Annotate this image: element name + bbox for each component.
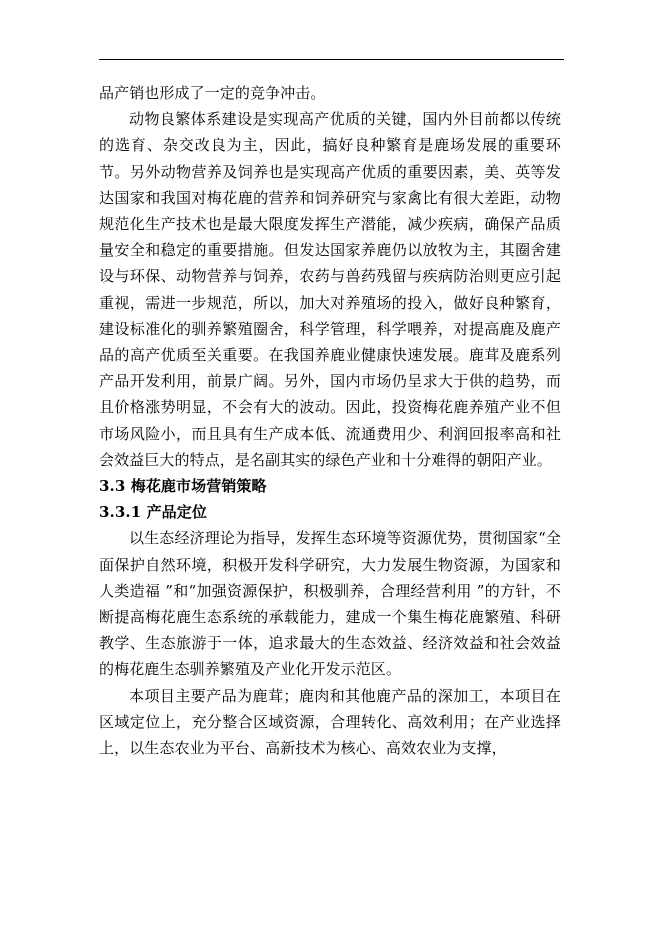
section-heading: 3.3 梅花鹿市场营销策略 xyxy=(99,477,267,496)
document-body xyxy=(99,80,561,761)
paragraph-positioning: 以生态经济理论为指导，发挥生态环境等资源优势，贯彻国家“全面保护自然环境，积极开发科学研究，大力发展生物资源，为国家和人类造福 ”和“加强资源保护，积极驯养，合理经营利用 ”的方针，不断提高梅花鹿生态系统的承载能力，建成一个集生梅花鹿繁殖、科研教学、生态旅游于一体，追求最大的生态效益、经济效益和社会效益的梅花鹿生态驯养繁殖及产业化开发示范区。 xyxy=(99,529,561,679)
paragraph-products: 本项目主要产品为鹿茸；鹿肉和其他鹿产品的深加工，本项目在区域定位上，充分整合区域资源，合理转化、高效利用；在产业选择上，以生态农业为平台、高新技术为核心、高效农业为支撑， xyxy=(99,686,561,758)
header-rule xyxy=(99,59,564,60)
paragraph-continuation: 品产销也形成了一定的竞争冲击。 xyxy=(99,84,326,102)
subsection-heading: 3.3.1 产品定位 xyxy=(99,503,207,522)
paragraph-breeding: 动物良繁体系建设是实现高产优质的关键，国内外目前都以传统的选育、杂交改良为主，因此，搞好良种繁育是鹿场发展的重要环节。另外动物营养及饲养也是实现高产优质的重要因素，美、英等发达国家和我国对梅花鹿的营养和饲养研究与家禽比有很大差距，动物规范化生产技术也是最大限度发挥生产潜能，减少疾病，确保产品质量安全和稳定的重要措施。但发达国家养鹿仍以放牧为主，其圈舍建设与环保、动物营养与饲养，农药与兽药残留与疾病防治则更应引起重视，需进一步规范，所以，加大对养殖场的投入，做好良种繁育，建设标准化的驯养繁殖圈舍，科学管理，科学喂养，对提高鹿及鹿产品的高产优质至关重要。在我国养鹿业健康快速发展。鹿茸及鹿系列产品开发利用，前景广阔。另外，国内市场仍呈求大于供的趋势，而且价格涨势明显，不会有大的波动。因此，投资梅花鹿养殖产业不但市场风险小，而且具有生产成本低、流通费用少、利润回报率高和社会效益巨大的特点，是名副其实的绿色产业和十分难得的朝阳产业。 xyxy=(99,110,561,469)
